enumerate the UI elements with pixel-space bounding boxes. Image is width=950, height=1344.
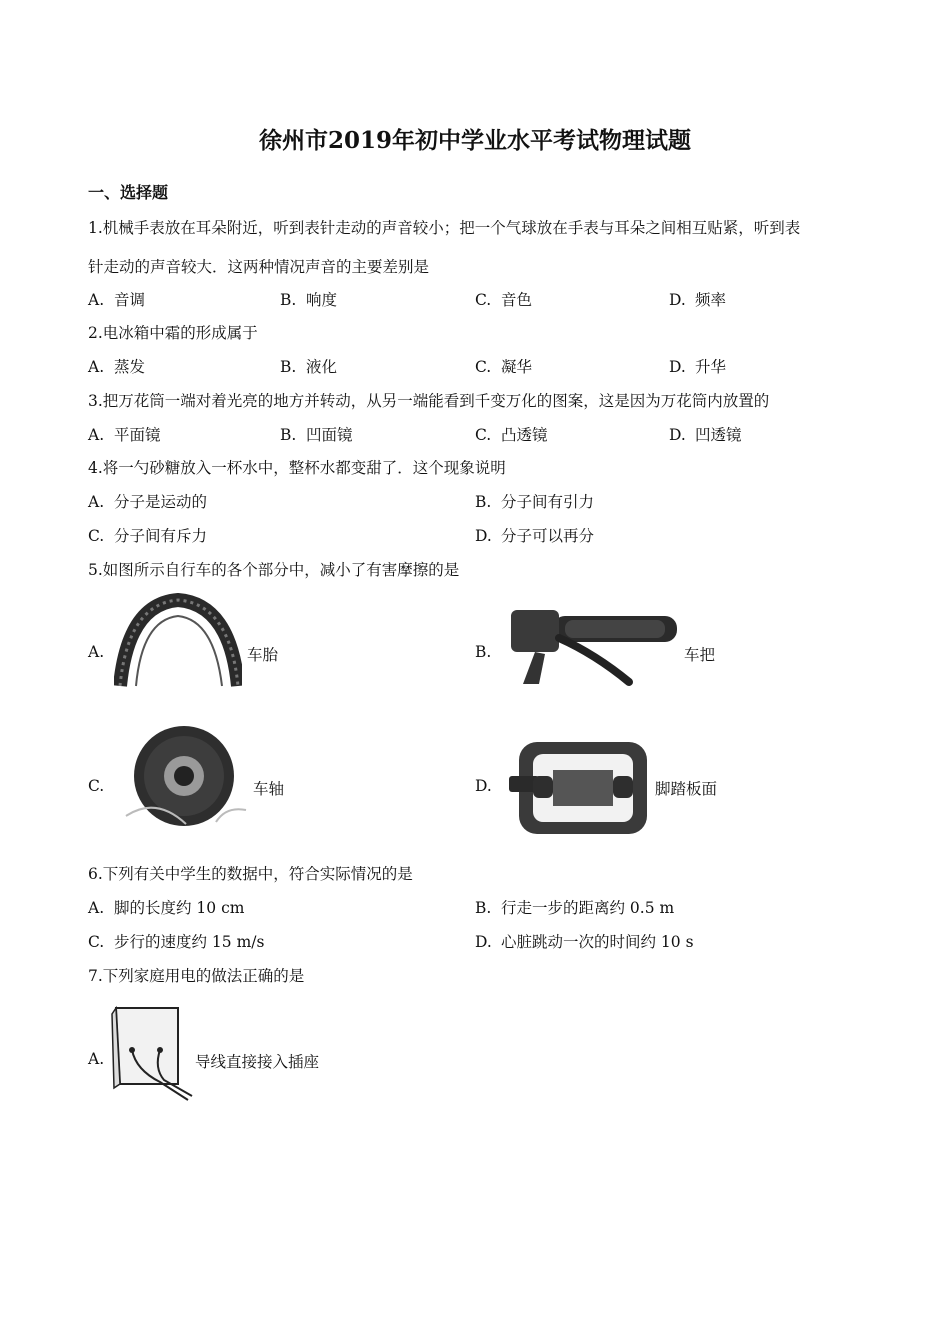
q1-option-c: C. 音色 [475,291,533,309]
q2-option-a: A. 蒸发 [88,358,146,376]
axle-image [116,726,252,830]
q7-option-a-letter: A. [88,1050,105,1068]
q4-option-c: C. 分子间有斥力 [88,527,208,545]
q5-option-b-letter: B. [475,643,492,661]
handlebar-image [505,598,683,690]
q4-option-b: B. 分子间有引力 [475,493,595,511]
question-7-stem: 7.下列家庭用电的做法正确的是 [88,967,305,985]
section-heading: 一、选择题 [88,183,169,202]
question-6-stem: 6.下列有关中学生的数据中，符合实际情况的是 [88,865,413,883]
question-3-stem: 3.把万花筒一端对着光亮的地方并转动，从另一端能看到千变万化的图案，这是因为万花筒内放置的 [88,392,770,410]
q3-option-a: A. 平面镜 [88,426,161,444]
q5-option-c-text: 车轴 [253,780,285,798]
q1-option-a: A. 音调 [88,291,146,309]
q6-option-c: C. 步行的速度约 15 m/s [88,933,265,951]
q4-option-d: D. 分子可以再分 [475,527,595,545]
question-2-stem: 2.电冰箱中霜的形成属于 [88,324,258,342]
q3-option-d: D. 凹透镜 [669,426,742,444]
q5-option-c-letter: C. [88,777,105,795]
question-1-stem-line2: 针走动的声音较大．这两种情况声音的主要差别是 [88,258,430,276]
q2-option-d: D. 升华 [669,358,727,376]
q5-option-d-letter: D. [475,777,492,795]
q1-option-d: D. 频率 [669,291,727,309]
q1-option-b: B. 响度 [280,291,338,309]
q3-option-c: C. 凸透镜 [475,426,548,444]
q5-option-a-text: 车胎 [247,646,279,664]
q3-option-b: B. 凹面镜 [280,426,353,444]
question-5-stem: 5.如图所示自行车的各个部分中，减小了有害摩擦的是 [88,561,460,579]
q4-option-a: A. 分子是运动的 [88,493,208,511]
q5-option-d-text: 脚踏板面 [655,780,718,798]
q5-option-b-text: 车把 [684,646,716,664]
tire-image [114,590,242,688]
q5-option-a-letter: A. [88,643,105,661]
socket-wire-image [108,1004,194,1106]
pedal-image [505,736,653,840]
q6-option-b: B. 行走一步的距离约 0.5 m [475,899,675,917]
q6-option-a: A. 脚的长度约 10 cm [88,899,245,917]
question-1-stem-line1: 1.机械手表放在耳朵附近，听到表针走动的声音较小；把一个气球放在手表与耳朵之间相互贴紧，听到表 [88,219,801,237]
q2-option-b: B. 液化 [280,358,338,376]
q6-option-d: D. 心脏跳动一次的时间约 10 s [475,933,694,951]
q2-option-c: C. 凝华 [475,358,533,376]
page-title: 徐州市2019年初中学业水平考试物理试题 [258,127,691,154]
q7-option-a-text: 导线直接接入插座 [195,1053,320,1071]
question-4-stem: 4.将一勺砂糖放入一杯水中，整杯水都变甜了．这个现象说明 [88,459,506,477]
